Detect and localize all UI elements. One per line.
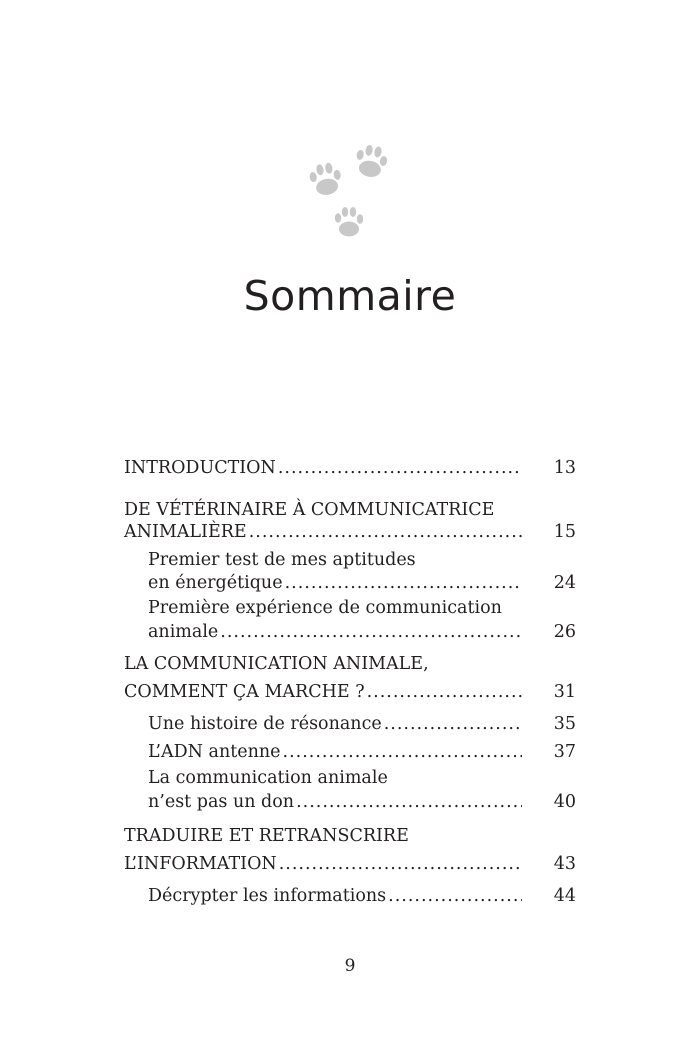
toc-page-number: 44 bbox=[553, 886, 576, 906]
toc-page-number: 24 bbox=[553, 573, 576, 593]
paw-prints-icon bbox=[300, 130, 410, 250]
toc-entry-title-line bbox=[148, 548, 576, 572]
toc-entry-traduire[interactable] bbox=[124, 852, 576, 876]
toc-entry-premier-test[interactable] bbox=[148, 571, 576, 595]
toc-entry-decrypter[interactable] bbox=[148, 884, 576, 908]
page-title: Sommaire bbox=[243, 272, 457, 320]
toc-page-number: 31 bbox=[553, 682, 576, 702]
toc-entry-title-line bbox=[148, 596, 576, 620]
dot-leader bbox=[388, 884, 522, 908]
toc-entry-title: animale bbox=[148, 622, 219, 642]
toc-entry-title: Premier test de mes aptitudes bbox=[148, 550, 416, 570]
toc-page-number: 15 bbox=[553, 522, 576, 542]
toc-page-number: 40 bbox=[553, 792, 576, 812]
toc-entry-title-line bbox=[124, 498, 576, 522]
toc-entry-title: ANIMALIÈRE bbox=[124, 522, 247, 542]
toc-entry-premiere-experience[interactable] bbox=[148, 620, 576, 644]
toc-entry-title: en énergétique bbox=[148, 573, 283, 593]
toc-entry-title: INTRODUCTION bbox=[124, 458, 276, 478]
toc-entry-title-line bbox=[148, 766, 576, 790]
toc-entry-title: n’est pas un don bbox=[148, 792, 295, 812]
toc-entry-communication-animale[interactable] bbox=[124, 680, 576, 704]
toc-page-number: 37 bbox=[553, 742, 576, 762]
toc-entry-title: L’ADN antenne bbox=[148, 742, 281, 762]
toc-entry-title: Une histoire de résonance bbox=[148, 714, 382, 734]
toc-entry-pas-un-don[interactable] bbox=[148, 790, 576, 814]
toc-page-number: 26 bbox=[553, 622, 576, 642]
toc-entry-title: LA COMMUNICATION ANIMALE, bbox=[124, 654, 429, 674]
dot-leader bbox=[279, 852, 522, 876]
toc-entry-title: La communication animale bbox=[148, 768, 388, 788]
toc-entry-title: DE VÉTÉRINAIRE À COMMUNICATRICE bbox=[124, 500, 495, 520]
dot-leader bbox=[283, 740, 522, 764]
toc-entry-title: TRADUIRE ET RETRANSCRIRE bbox=[124, 826, 409, 846]
dot-leader bbox=[384, 712, 522, 736]
toc-page-number: 43 bbox=[553, 854, 576, 874]
toc-entry-introduction[interactable] bbox=[124, 456, 576, 480]
toc-page-number: 35 bbox=[553, 714, 576, 734]
toc-entry-title-line bbox=[124, 824, 576, 848]
toc-entry-title: Première expérience de communication bbox=[148, 598, 502, 618]
toc-entry-title: L’INFORMATION bbox=[124, 854, 277, 874]
toc-entry-title-line bbox=[124, 652, 576, 676]
dot-leader bbox=[296, 790, 522, 814]
toc-entry-veterinaire[interactable] bbox=[124, 520, 576, 544]
page-number: 9 bbox=[344, 956, 356, 976]
dot-leader bbox=[285, 571, 522, 595]
toc-page-number: 13 bbox=[553, 458, 576, 478]
dot-leader bbox=[367, 680, 522, 704]
dot-leader bbox=[249, 520, 522, 544]
toc-entry-resonance[interactable] bbox=[148, 712, 576, 736]
dot-leader bbox=[220, 620, 522, 644]
toc-entry-title: COMMENT ÇA MARCHE ? bbox=[124, 682, 365, 702]
toc-entry-title: Décrypter les informations bbox=[148, 886, 387, 906]
dot-leader bbox=[278, 456, 522, 480]
toc-entry-adn-antenne[interactable] bbox=[148, 740, 576, 764]
